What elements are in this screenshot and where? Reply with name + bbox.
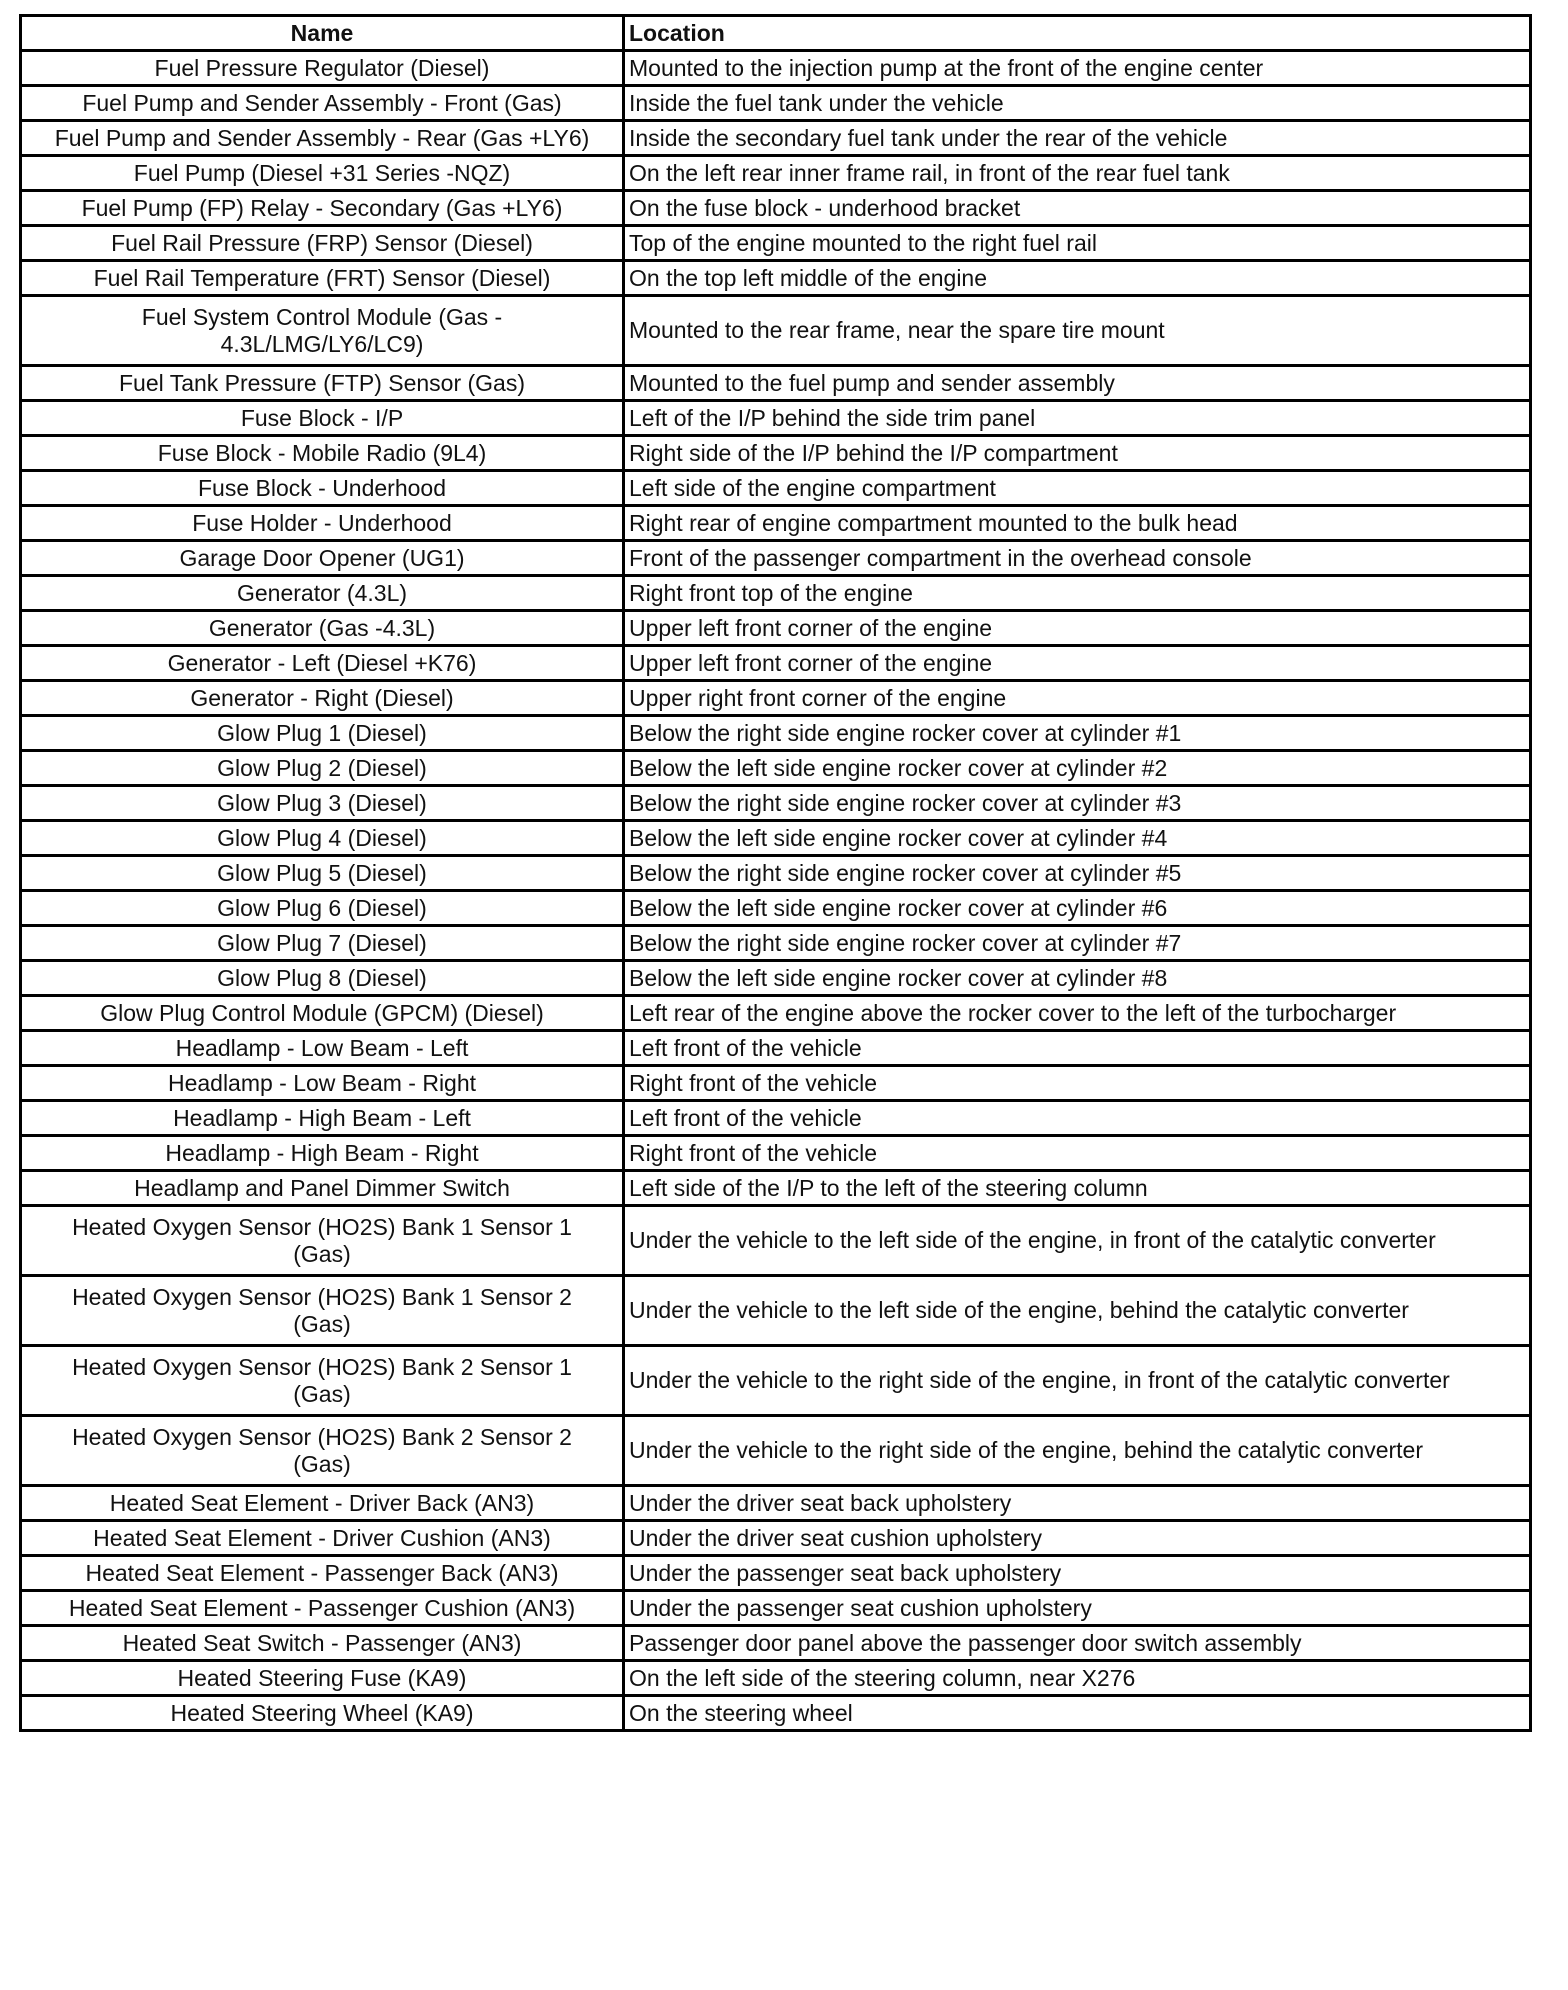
- component-name-cell: Glow Plug 3 (Diesel): [21, 786, 624, 821]
- name-column-header: Name: [21, 16, 624, 51]
- component-location-cell: Upper left front corner of the engine: [624, 611, 1531, 646]
- table-row: [21, 296, 1531, 366]
- table-row: [21, 1066, 1531, 1101]
- table-row: [21, 436, 1531, 471]
- table-body: [21, 51, 1531, 1731]
- component-name-cell: Headlamp - High Beam - Left: [21, 1101, 624, 1136]
- table-row: [21, 261, 1531, 296]
- component-name-cell: Heated Steering Wheel (KA9): [21, 1696, 624, 1731]
- component-name-cell: Heated Seat Element - Driver Cushion (AN3): [21, 1521, 624, 1556]
- table-row: [21, 1591, 1531, 1626]
- component-location-cell: On the steering wheel: [624, 1696, 1531, 1731]
- table-row: [21, 961, 1531, 996]
- table-row: [21, 156, 1531, 191]
- component-name-cell: Generator - Left (Diesel +K76): [21, 646, 624, 681]
- component-location-cell: Mounted to the fuel pump and sender assembly: [624, 366, 1531, 401]
- component-name-cell: Glow Plug 4 (Diesel): [21, 821, 624, 856]
- table-row: [21, 891, 1531, 926]
- table-row: [21, 1556, 1531, 1591]
- component-location-cell: Right rear of engine compartment mounted to the bulk head: [624, 506, 1531, 541]
- table-row: [21, 996, 1531, 1031]
- component-location-cell: On the top left middle of the engine: [624, 261, 1531, 296]
- table-row: [21, 191, 1531, 226]
- component-location-cell: Under the passenger seat cushion upholstery: [624, 1591, 1531, 1626]
- component-location-cell: Under the vehicle to the right side of the engine, in front of the catalytic converter: [624, 1346, 1531, 1416]
- table-row: [21, 681, 1531, 716]
- component-name-cell: Glow Plug 2 (Diesel): [21, 751, 624, 786]
- component-name-cell: Heated Oxygen Sensor (HO2S) Bank 2 Sensor 1 (Gas): [21, 1346, 624, 1416]
- component-name-cell: Fuse Holder - Underhood: [21, 506, 624, 541]
- table-row: [21, 1486, 1531, 1521]
- component-location-cell: Under the passenger seat back upholstery: [624, 1556, 1531, 1591]
- table-row: [21, 1416, 1531, 1486]
- component-location-cell: Below the right side engine rocker cover at cylinder #5: [624, 856, 1531, 891]
- table-row: [21, 1661, 1531, 1696]
- component-location-cell: Under the vehicle to the left side of the engine, in front of the catalytic converter: [624, 1206, 1531, 1276]
- component-name-cell: Fuel Pressure Regulator (Diesel): [21, 51, 624, 86]
- component-name-cell: Generator (Gas -4.3L): [21, 611, 624, 646]
- table-row: [21, 856, 1531, 891]
- table-row: [21, 366, 1531, 401]
- table-row: [21, 1136, 1531, 1171]
- component-name-cell: Glow Plug 1 (Diesel): [21, 716, 624, 751]
- component-location-cell: Right front of the vehicle: [624, 1066, 1531, 1101]
- table-row: [21, 401, 1531, 436]
- table-row: [21, 1101, 1531, 1136]
- component-name-cell: Fuel Rail Pressure (FRP) Sensor (Diesel): [21, 226, 624, 261]
- component-location-cell: Passenger door panel above the passenger door switch assembly: [624, 1626, 1531, 1661]
- table-row: [21, 86, 1531, 121]
- component-name-cell: Fuel Tank Pressure (FTP) Sensor (Gas): [21, 366, 624, 401]
- table-row: [21, 646, 1531, 681]
- table-header-row: [21, 16, 1531, 51]
- component-name-cell: Heated Seat Element - Passenger Back (AN3): [21, 1556, 624, 1591]
- component-location-cell: Below the left side engine rocker cover at cylinder #6: [624, 891, 1531, 926]
- table-row: [21, 506, 1531, 541]
- component-name-cell: Heated Oxygen Sensor (HO2S) Bank 1 Sensor 2 (Gas): [21, 1276, 624, 1346]
- component-name-cell: Fuel Pump and Sender Assembly - Rear (Gas +LY6): [21, 121, 624, 156]
- component-location-cell: On the left side of the steering column, near X276: [624, 1661, 1531, 1696]
- table-row: [21, 1346, 1531, 1416]
- location-column-header: Location: [624, 16, 1531, 51]
- table-row: [21, 1171, 1531, 1206]
- component-name-cell: Glow Plug 5 (Diesel): [21, 856, 624, 891]
- component-location-cell: Left front of the vehicle: [624, 1101, 1531, 1136]
- component-location-cell: Mounted to the rear frame, near the spare tire mount: [624, 296, 1531, 366]
- component-name-cell: Fuel System Control Module (Gas - 4.3L/LMG/LY6/LC9): [21, 296, 624, 366]
- component-name-cell: Heated Seat Switch - Passenger (AN3): [21, 1626, 624, 1661]
- component-location-cell: Below the left side engine rocker cover at cylinder #2: [624, 751, 1531, 786]
- component-location-cell: Right side of the I/P behind the I/P compartment: [624, 436, 1531, 471]
- component-name-cell: Headlamp - High Beam - Right: [21, 1136, 624, 1171]
- component-location-cell: Below the left side engine rocker cover at cylinder #8: [624, 961, 1531, 996]
- component-location-cell: Below the left side engine rocker cover at cylinder #4: [624, 821, 1531, 856]
- component-name-cell: Fuse Block - I/P: [21, 401, 624, 436]
- table-row: [21, 716, 1531, 751]
- table-row: [21, 1031, 1531, 1066]
- table-row: [21, 1626, 1531, 1661]
- component-name-cell: Heated Oxygen Sensor (HO2S) Bank 1 Sensor 1 (Gas): [21, 1206, 624, 1276]
- table-row: [21, 1696, 1531, 1731]
- component-location-table: [19, 14, 1532, 1732]
- component-location-cell: Left front of the vehicle: [624, 1031, 1531, 1066]
- table-row: [21, 1206, 1531, 1276]
- component-name-cell: Generator (4.3L): [21, 576, 624, 611]
- table-row: [21, 471, 1531, 506]
- component-name-cell: Heated Seat Element - Passenger Cushion (AN3): [21, 1591, 624, 1626]
- table-row: [21, 1276, 1531, 1346]
- component-location-cell: Below the right side engine rocker cover at cylinder #3: [624, 786, 1531, 821]
- table-row: [21, 1521, 1531, 1556]
- component-name-cell: Glow Plug 8 (Diesel): [21, 961, 624, 996]
- component-location-cell: Upper left front corner of the engine: [624, 646, 1531, 681]
- component-location-cell: Under the vehicle to the left side of the engine, behind the catalytic converter: [624, 1276, 1531, 1346]
- component-location-cell: Top of the engine mounted to the right fuel rail: [624, 226, 1531, 261]
- component-name-cell: Heated Seat Element - Driver Back (AN3): [21, 1486, 624, 1521]
- component-name-cell: Generator - Right (Diesel): [21, 681, 624, 716]
- component-location-cell: On the fuse block - underhood bracket: [624, 191, 1531, 226]
- component-location-cell: Front of the passenger compartment in the overhead console: [624, 541, 1531, 576]
- component-location-cell: Below the right side engine rocker cover at cylinder #1: [624, 716, 1531, 751]
- component-location-cell: Left of the I/P behind the side trim panel: [624, 401, 1531, 436]
- component-name-cell: Fuse Block - Underhood: [21, 471, 624, 506]
- component-name-cell: Heated Oxygen Sensor (HO2S) Bank 2 Sensor 2 (Gas): [21, 1416, 624, 1486]
- component-location-cell: Right front top of the engine: [624, 576, 1531, 611]
- component-name-cell: Fuel Pump (Diesel +31 Series -NQZ): [21, 156, 624, 191]
- component-location-cell: Under the driver seat back upholstery: [624, 1486, 1531, 1521]
- table-row: [21, 51, 1531, 86]
- table-row: [21, 926, 1531, 961]
- table-row: [21, 541, 1531, 576]
- component-name-cell: Glow Plug Control Module (GPCM) (Diesel): [21, 996, 624, 1031]
- component-location-cell: Below the right side engine rocker cover at cylinder #7: [624, 926, 1531, 961]
- component-name-cell: Fuel Rail Temperature (FRT) Sensor (Diesel): [21, 261, 624, 296]
- component-name-cell: Garage Door Opener (UG1): [21, 541, 624, 576]
- component-location-cell: Inside the secondary fuel tank under the rear of the vehicle: [624, 121, 1531, 156]
- component-location-cell: Left rear of the engine above the rocker cover to the left of the turbocharger: [624, 996, 1531, 1031]
- table-row: [21, 786, 1531, 821]
- table-row: [21, 821, 1531, 856]
- component-location-cell: On the left rear inner frame rail, in front of the rear fuel tank: [624, 156, 1531, 191]
- component-name-cell: Fuel Pump and Sender Assembly - Front (Gas): [21, 86, 624, 121]
- table-row: [21, 121, 1531, 156]
- component-name-cell: Heated Steering Fuse (KA9): [21, 1661, 624, 1696]
- table-row: [21, 576, 1531, 611]
- component-location-cell: Left side of the engine compartment: [624, 471, 1531, 506]
- table-row: [21, 611, 1531, 646]
- component-location-cell: Under the driver seat cushion upholstery: [624, 1521, 1531, 1556]
- component-name-cell: Glow Plug 6 (Diesel): [21, 891, 624, 926]
- component-location-cell: Left side of the I/P to the left of the steering column: [624, 1171, 1531, 1206]
- component-location-cell: Inside the fuel tank under the vehicle: [624, 86, 1531, 121]
- component-location-cell: Right front of the vehicle: [624, 1136, 1531, 1171]
- component-location-cell: Upper right front corner of the engine: [624, 681, 1531, 716]
- component-name-cell: Headlamp - Low Beam - Right: [21, 1066, 624, 1101]
- component-location-cell: Mounted to the injection pump at the front of the engine center: [624, 51, 1531, 86]
- component-name-cell: Fuse Block - Mobile Radio (9L4): [21, 436, 624, 471]
- table-row: [21, 751, 1531, 786]
- component-name-cell: Headlamp - Low Beam - Left: [21, 1031, 624, 1066]
- component-location-cell: Under the vehicle to the right side of the engine, behind the catalytic converter: [624, 1416, 1531, 1486]
- component-name-cell: Headlamp and Panel Dimmer Switch: [21, 1171, 624, 1206]
- component-name-cell: Fuel Pump (FP) Relay - Secondary (Gas +LY6): [21, 191, 624, 226]
- table-row: [21, 226, 1531, 261]
- component-name-cell: Glow Plug 7 (Diesel): [21, 926, 624, 961]
